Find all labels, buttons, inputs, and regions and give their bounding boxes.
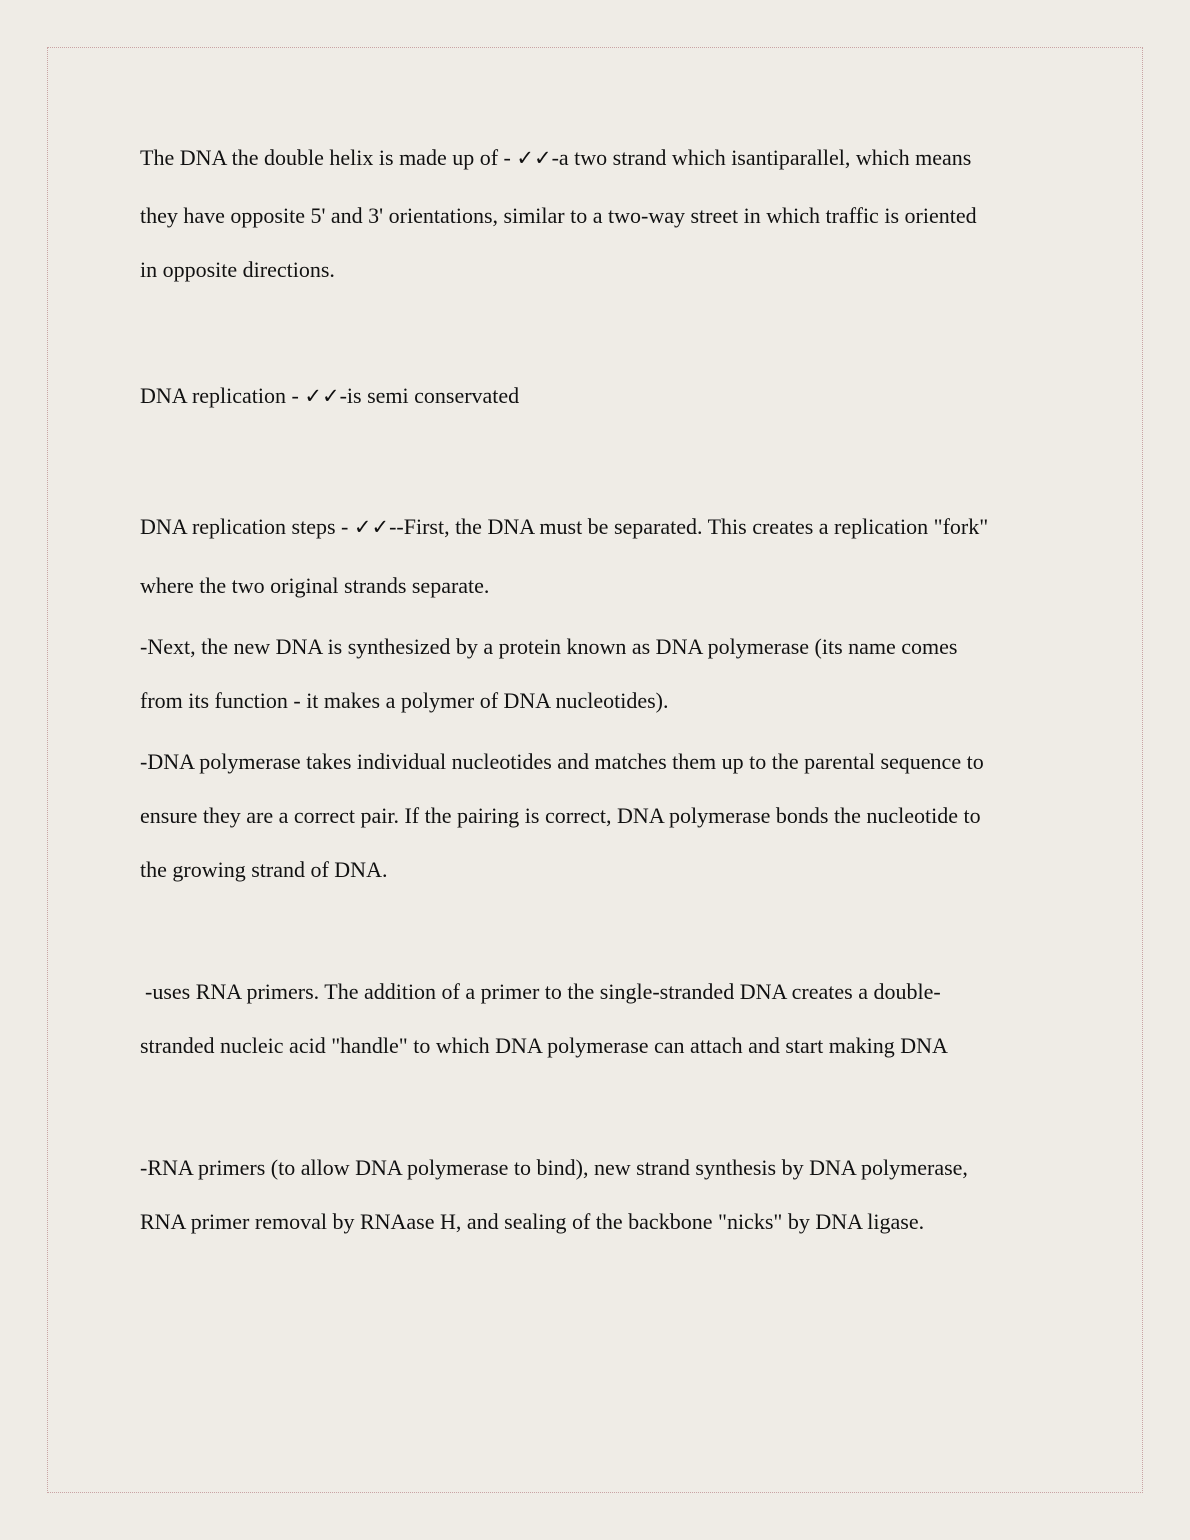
text-segment: DNA replication steps - — [140, 514, 354, 539]
text-line: -RNA primers (to allow DNA polymerase to bind), new strand synthesis by DNA polymerase, — [140, 1155, 968, 1180]
text-line: where the two original strands separate. — [140, 573, 490, 598]
text-line: they have opposite 5' and 3' orientations, similar to a two-way street in which traffic is oriented — [140, 203, 977, 228]
text-segment: DNA replication - — [140, 383, 305, 408]
text-line: -Next, the new DNA is synthesized by a protein known as DNA polymerase (its name comes — [140, 634, 958, 659]
text-line: stranded nucleic acid "handle" to which DNA polymerase can attach and start making DNA — [140, 1033, 948, 1058]
text-line: in opposite directions. — [140, 257, 335, 282]
check-mark-icon: ✓✓ — [516, 146, 552, 170]
text-line: -DNA polymerase takes individual nucleotides and matches them up to the parental sequence to — [140, 749, 984, 774]
text-line: from its function - it makes a polymer of DNA nucleotides). — [140, 688, 669, 713]
check-mark-icon: ✓✓ — [304, 384, 340, 408]
text-segment: The DNA the double helix is made up of - — [140, 145, 517, 170]
text-segment: -a two strand which isantiparallel, which means — [551, 145, 972, 170]
text-segment: -is semi conservated — [339, 383, 520, 408]
text-line — [140, 514, 988, 540]
check-mark-icon: ✓✓ — [353, 515, 390, 539]
text-line — [140, 145, 971, 171]
text-line: RNA primer removal by RNAase H, and sealing of the backbone "nicks" by DNA ligase. — [140, 1209, 925, 1234]
text-line: -uses RNA primers. The addition of a primer to the single-stranded DNA creates a double- — [145, 979, 941, 1004]
text-line: ensure they are a correct pair. If the pairing is correct, DNA polymerase bonds the nucleotide to — [140, 803, 981, 828]
text-line: the growing strand of DNA. — [140, 857, 388, 882]
text-line — [140, 383, 519, 409]
text-segment: --First, the DNA must be separated. This creates a replication "fork" — [389, 514, 989, 539]
